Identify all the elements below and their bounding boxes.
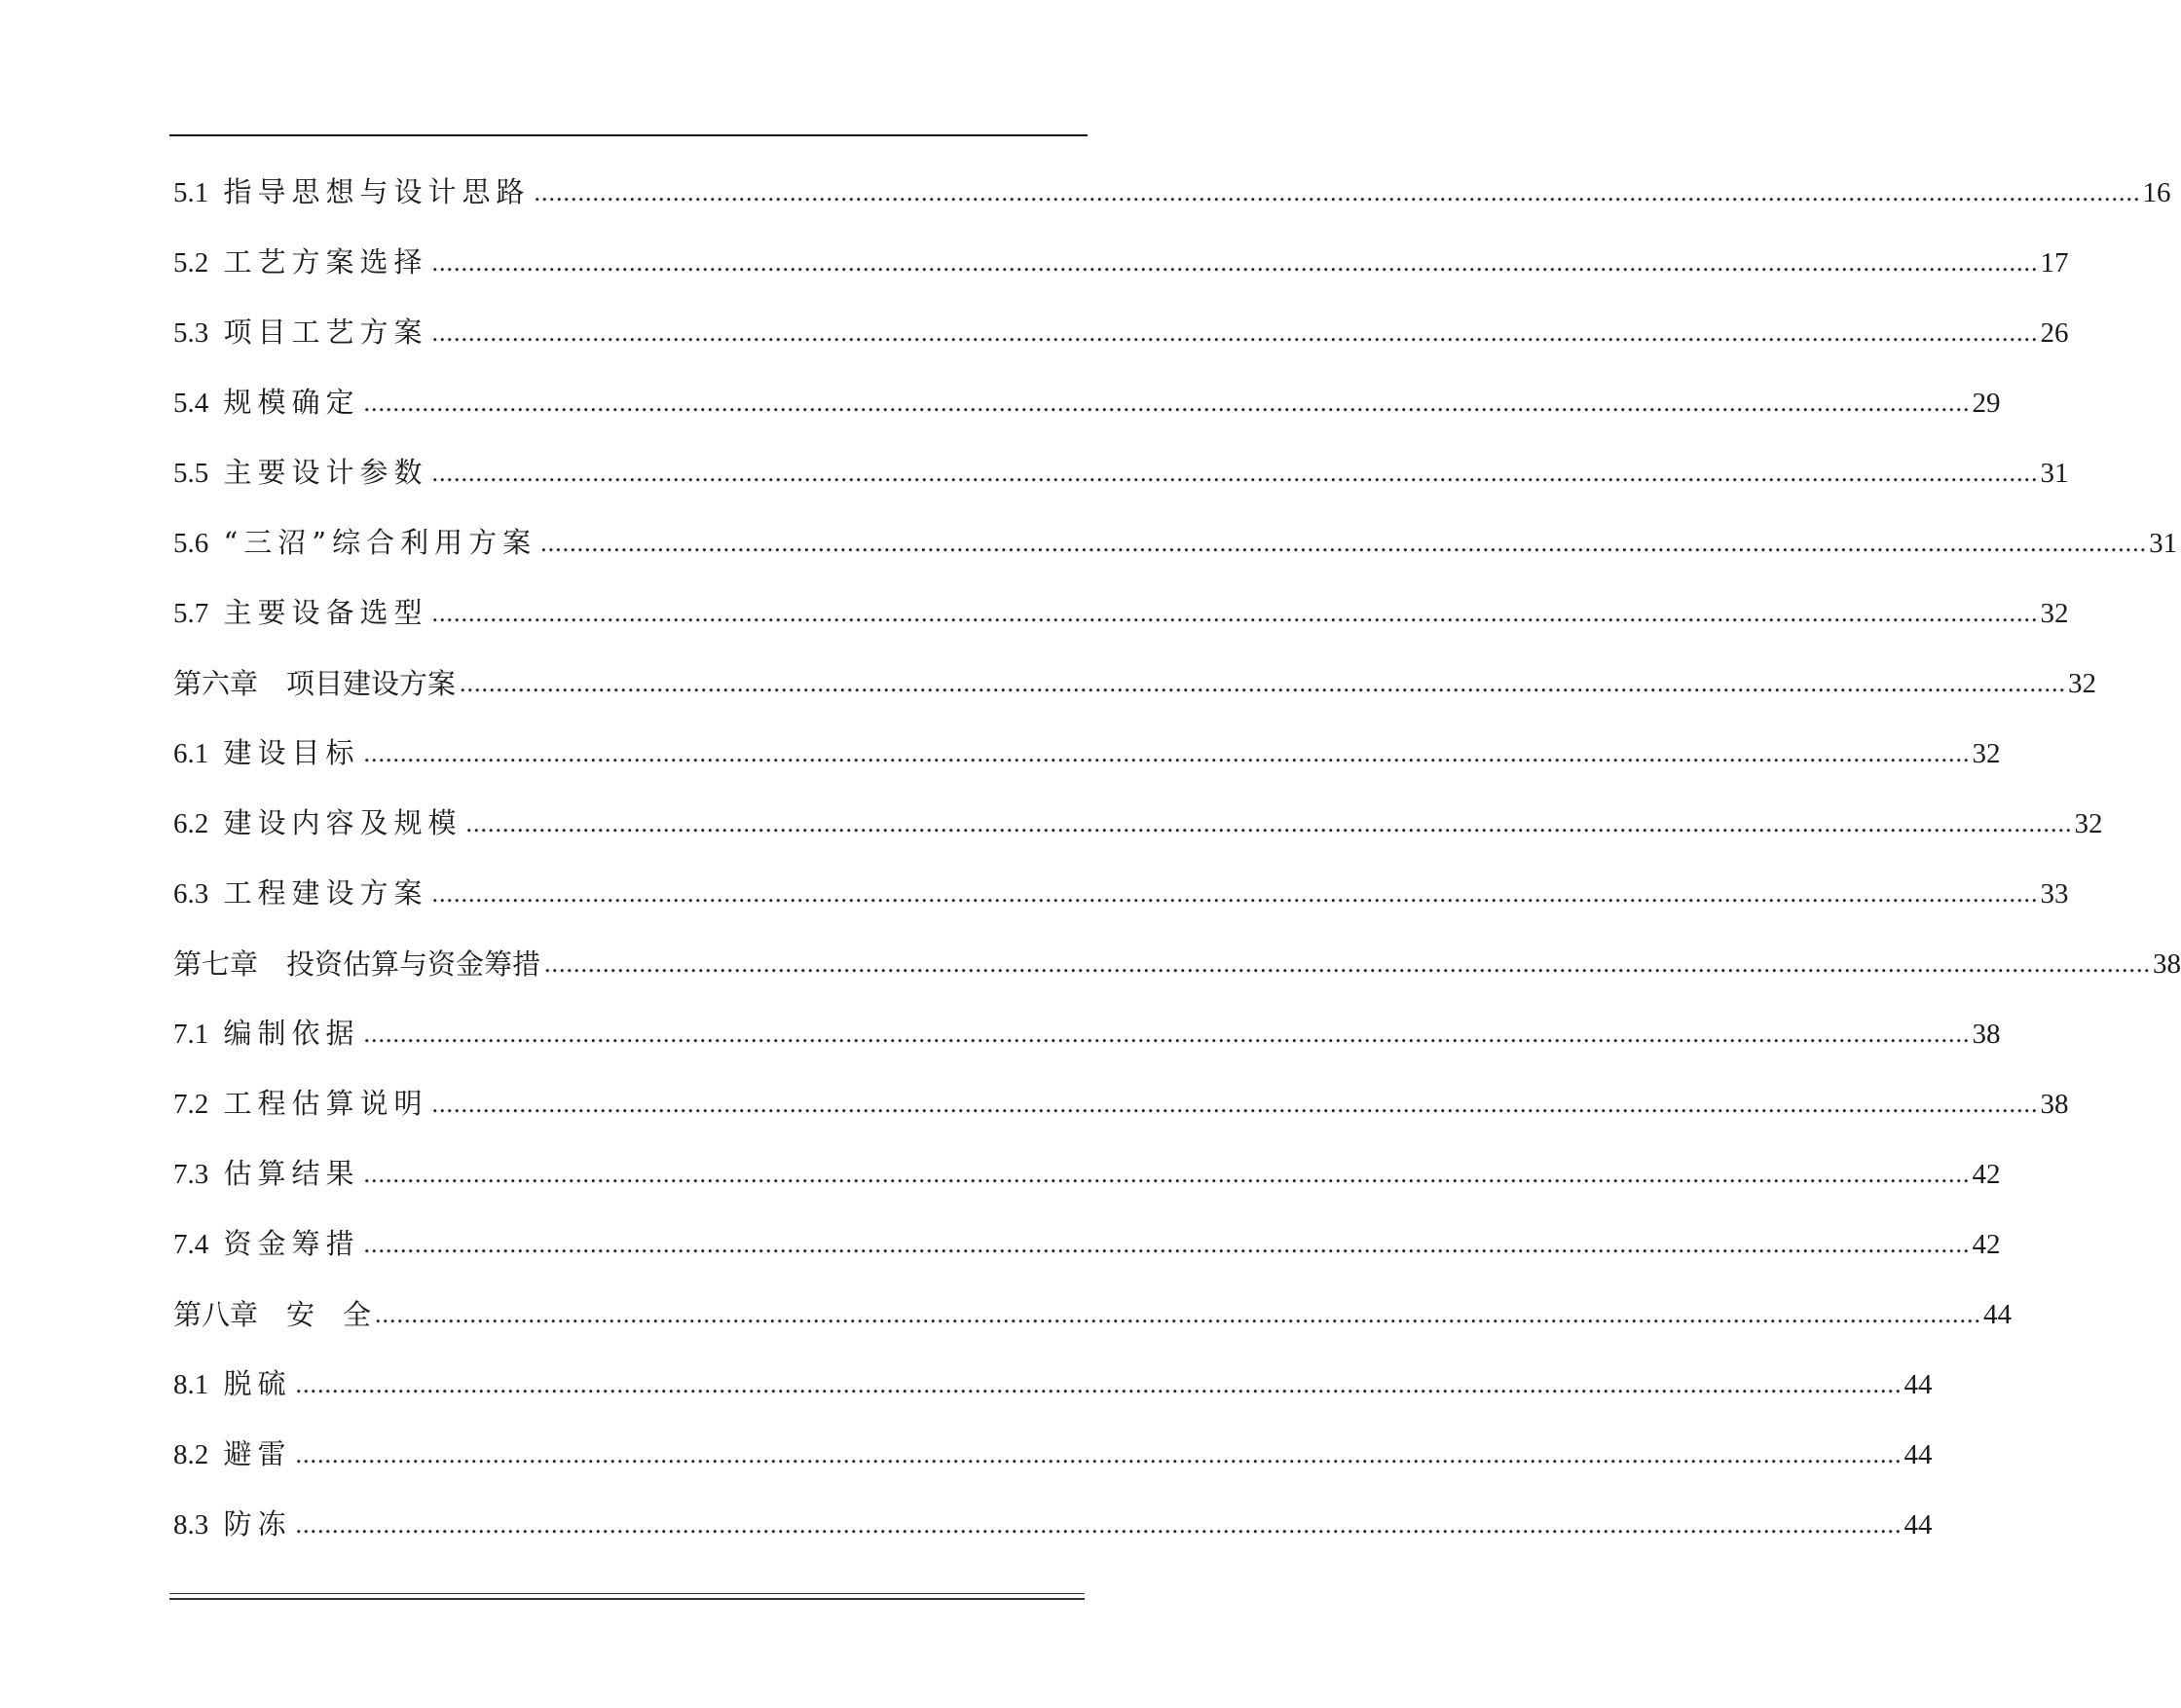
toc-section-entry[interactable] (173, 789, 2103, 859)
toc-entry-text: 工艺方案选择 (223, 245, 428, 278)
toc-entry-text: 主要设计参数 (223, 456, 428, 489)
toc-leader-dots: ............................................................................................................................................................................................................................ (431, 879, 2039, 908)
toc-leader-dots: ............................................................................................................................................................................................................................ (540, 529, 2148, 557)
toc-entry-number: 7.3 (173, 1159, 209, 1190)
toc-entry-title (173, 507, 540, 578)
toc-entry-title (173, 929, 544, 999)
toc-page-number: 42 (1972, 1229, 2001, 1260)
toc-leader-dots: ............................................................................................................................................................................................................................ (534, 178, 2141, 206)
toc-entry-text: 避雷 (223, 1437, 292, 1470)
toc-entry-text: 项目工艺方案 (223, 316, 428, 349)
toc-page-number: 44 (1983, 1299, 2013, 1330)
toc-leader-dots: ............................................................................................................................................................................................................................ (431, 248, 2039, 277)
toc-leader-dots: ............................................................................................................................................................................................................................ (363, 1160, 1971, 1188)
toc-entry-text: 建设内容及规模 (223, 806, 462, 839)
toc-entry-text: 工程估算说明 (223, 1087, 428, 1120)
toc-entry-title (173, 1280, 375, 1350)
toc-page-number: 17 (2040, 247, 2069, 278)
toc-page-number: 33 (2040, 878, 2069, 910)
toc-entry-text: 主要设备选型 (223, 596, 428, 629)
toc-section-entry[interactable] (173, 438, 2069, 508)
toc-entry-number: 6.3 (173, 878, 209, 910)
toc-page-number: 38 (2153, 948, 2181, 980)
toc-entry-number: 5.6 (173, 528, 209, 559)
toc-leader-dots: ............................................................................................................................................................................................................................ (363, 389, 1971, 417)
toc-page-number: 32 (2068, 668, 2097, 699)
toc-entry-text: 工程建设方案 (223, 876, 428, 910)
toc-entry-number: 5.4 (173, 388, 209, 419)
toc-page-number: 42 (1972, 1159, 2001, 1190)
toc-entry-text: 第六章 项目建设方案 (173, 667, 457, 700)
toc-page-number: 26 (2040, 317, 2069, 349)
toc-entry-title (173, 1138, 363, 1209)
toc-entry-number: 7.2 (173, 1089, 209, 1120)
toc-section-entry[interactable] (173, 1420, 1933, 1490)
toc-page-number: 32 (2074, 808, 2103, 839)
footer-rule (169, 1593, 1085, 1600)
toc-entry-title (173, 297, 431, 368)
toc-leader-dots: ............................................................................................................................................................................................................................ (375, 1300, 1982, 1328)
toc-leader-dots: ............................................................................................................................................................................................................................ (431, 318, 2039, 347)
toc-page-number: 44 (1904, 1439, 1933, 1470)
toc-section-entry[interactable] (173, 999, 2001, 1069)
toc-leader-dots: ............................................................................................................................................................................................................................ (363, 1230, 1971, 1258)
toc-entry-text: “三沼”综合利用方案 (223, 526, 537, 559)
toc-entry-number: 5.7 (173, 598, 209, 629)
toc-entry-text: 编制依据 (223, 1017, 360, 1050)
toc-chapter-entry[interactable] (173, 649, 2097, 719)
toc-entry-text: 防冻 (223, 1507, 292, 1541)
header-rule (169, 134, 1088, 136)
toc-page-number: 31 (2040, 458, 2069, 489)
toc-entry-text: 脱硫 (223, 1367, 292, 1400)
toc-entry-number: 7.4 (173, 1229, 209, 1260)
toc-entry-title (173, 998, 363, 1069)
toc-entry-number: 8.2 (173, 1439, 209, 1470)
toc-section-entry[interactable] (173, 719, 2001, 789)
toc-entry-text: 指导思想与设计思路 (223, 175, 531, 208)
toc-entry-text: 建设目标 (223, 736, 360, 769)
toc-leader-dots: ............................................................................................................................................................................................................................ (363, 739, 1971, 767)
toc-leader-dots: ............................................................................................................................................................................................................................ (295, 1370, 1903, 1398)
toc-page-number: 38 (2040, 1089, 2069, 1120)
toc-entry-number: 6.1 (173, 738, 209, 769)
toc-entry-number: 5.1 (173, 177, 209, 208)
toc-entry-text: 规模确定 (223, 386, 360, 419)
toc-entry-number: 8.3 (173, 1509, 209, 1541)
toc-entry-title (173, 577, 431, 649)
toc-leader-dots: ............................................................................................................................................................................................................................ (431, 459, 2039, 487)
toc-page-number: 38 (1972, 1019, 2001, 1050)
toc-page-number: 16 (2142, 177, 2171, 208)
toc-leader-dots: ............................................................................................................................................................................................................................ (460, 669, 2067, 697)
toc-entry-text: 第八章 安 全 (173, 1298, 372, 1331)
toc-entry-title (173, 1489, 295, 1560)
toc-entry-title (173, 227, 431, 298)
toc-entry-text: 资金筹措 (223, 1227, 360, 1260)
toc-leader-dots: ............................................................................................................................................................................................................................ (431, 599, 2039, 627)
toc-entry-title (173, 649, 460, 719)
toc-section-entry[interactable] (173, 1350, 1933, 1420)
toc-entry-title (173, 437, 431, 508)
toc-section-entry[interactable] (173, 228, 2069, 298)
toc-section-entry[interactable] (173, 1490, 1933, 1560)
toc-chapter-entry[interactable] (173, 1280, 2013, 1350)
toc-entry-title (173, 1068, 431, 1139)
toc-leader-dots: ............................................................................................................................................................................................................................ (363, 1020, 1971, 1048)
toc-page-number: 31 (2149, 528, 2178, 559)
toc-entry-number: 5.5 (173, 458, 209, 489)
toc-entry-number: 5.2 (173, 247, 209, 278)
toc-entry-title (173, 718, 363, 789)
toc-entry-title (173, 1208, 363, 1280)
toc-entry-number: 5.3 (173, 317, 209, 349)
toc-entry-number: 8.1 (173, 1369, 209, 1400)
toc-section-entry[interactable] (173, 298, 2069, 368)
toc-leader-dots: ............................................................................................................................................................................................................................ (431, 1090, 2039, 1118)
toc-leader-dots: ............................................................................................................................................................................................................................ (295, 1510, 1903, 1539)
toc-leader-dots: ............................................................................................................................................................................................................................ (544, 949, 2152, 978)
toc-entry-number: 6.2 (173, 808, 209, 839)
toc-page-number: 32 (1972, 738, 2001, 769)
toc-entry-title (173, 788, 465, 859)
toc-section-entry[interactable] (173, 1209, 2001, 1280)
toc-leader-dots: ............................................................................................................................................................................................................................ (465, 809, 2073, 837)
toc-section-entry[interactable] (173, 508, 2178, 578)
toc-section-entry[interactable] (173, 578, 2069, 649)
toc-section-entry[interactable] (173, 368, 2001, 438)
toc-page-number: 29 (1972, 388, 2001, 419)
toc-entry-text: 估算结果 (223, 1157, 360, 1190)
toc-entry-title (173, 157, 534, 228)
toc-entry-title (173, 367, 363, 438)
toc-section-entry[interactable] (173, 1139, 2001, 1209)
toc-section-entry[interactable] (173, 859, 2069, 929)
toc-section-entry[interactable] (173, 158, 2171, 228)
toc-entry-title (173, 1419, 295, 1490)
toc-chapter-entry[interactable] (173, 929, 2181, 999)
toc-entry-text: 第七章 投资估算与资金筹措 (173, 947, 541, 981)
toc-entry-number: 7.1 (173, 1019, 209, 1050)
table-of-contents (173, 158, 2181, 1560)
toc-page-number: 32 (2040, 598, 2069, 629)
toc-leader-dots: ............................................................................................................................................................................................................................ (295, 1440, 1903, 1468)
toc-entry-title (173, 1349, 295, 1420)
toc-entry-title (173, 858, 431, 929)
toc-section-entry[interactable] (173, 1069, 2069, 1139)
toc-page-number: 44 (1904, 1369, 1933, 1400)
toc-page-number: 44 (1904, 1509, 1933, 1541)
